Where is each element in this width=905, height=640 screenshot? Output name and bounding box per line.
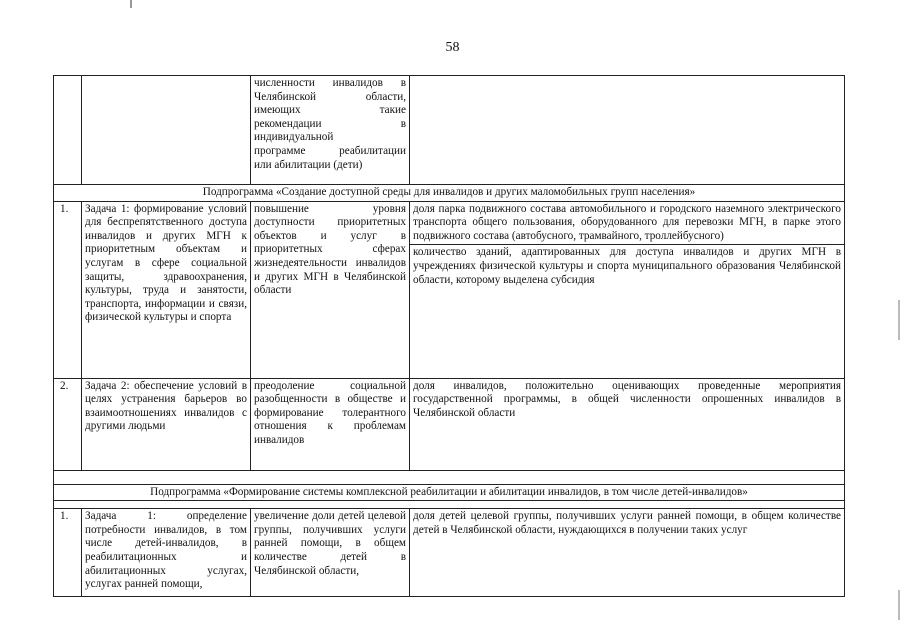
requirements-table — [53, 75, 845, 597]
indicator-cell — [410, 201, 845, 378]
scan-edge-mark — [898, 590, 900, 620]
indicator-text: количество зданий, адаптированных для доступа инвалидов и других МГН в учреждениях физической культуры и спорта муниципального образования Челябинской области, которому выделена субсидия — [413, 246, 841, 286]
scan-edge-mark — [898, 300, 900, 340]
result-text: повышение уровня доступности приоритетных объектов и услуг в приоритетных сферах жизнедеятельности инвалидов и других МГН в Челябинской области — [251, 201, 410, 378]
indicator-text: доля парка подвижного состава автомобильного и городского наземного электрического транспорта общего пользования, оборудованного для перевозки МГН, в парке этого подвижного состава (автобусного, трамвайного, троллейбусного) — [410, 202, 844, 246]
result-text: увеличение доли детей целевой группы, получивших услуги ранней помощи, в общем количестве детей в Челябинской области, — [251, 509, 410, 597]
result-text: преодоление социальной разобщенности в обществе и формирование толерантного отношения к проблемам инвалидов — [251, 378, 410, 470]
spacer-cell — [54, 501, 845, 509]
task-text: Задача 1: формирование условий для беспрепятственного доступа инвалидов и других МГН к приоритетным объектам и услугам в сфере социальной защиты, здравоохранения, культуры, труда и занятости, транспорта, информации и связи, физической культуры и спорта — [82, 201, 251, 378]
text-line: имеющих такие — [254, 104, 406, 117]
scan-mark — [130, 0, 132, 8]
row-number: 1. — [54, 201, 82, 378]
subprogram-row — [54, 185, 845, 202]
subprogram-title: Подпрограмма «Создание доступной среды для инвалидов и других маломобильных групп населения» — [54, 185, 845, 202]
indicator-text: доля детей целевой группы, получивших услуги ранней помощи, в общем количестве детей в Челябинской области, нуждающихся в получении таких услуг — [410, 509, 845, 597]
spacer-row — [54, 470, 845, 484]
table-row — [54, 201, 845, 378]
table-row — [54, 509, 845, 597]
spacer-row — [54, 501, 845, 509]
spacer-cell — [54, 470, 845, 484]
text-line: рекомендации в — [254, 117, 406, 130]
row-number: 1. — [54, 509, 82, 597]
cell-indicator — [410, 76, 845, 185]
indicator-text: доля инвалидов, положительно оценивающих проведенные мероприятия государственной программы, в общей численности опрошенных инвалидов в Челябинской области — [410, 378, 845, 470]
task-text: Задача 1: определение потребности инвалидов, в том числе детей-инвалидов, в реабилитационных и абилитационных услугах, услугах ранней помощи, — [82, 509, 251, 597]
text-line: индивидуальной — [254, 131, 334, 144]
row-number: 2. — [54, 378, 82, 470]
table-row — [54, 378, 845, 470]
cell-num — [54, 76, 82, 185]
text-line: численности инвалидов в — [254, 77, 406, 89]
cell-task — [82, 76, 251, 185]
cell-result — [251, 76, 410, 185]
text-line: Челябинской области, — [254, 90, 406, 103]
page-number: 58 — [445, 40, 460, 55]
subprogram-title: Подпрограмма «Формирование системы комплексной реабилитации и абилитации инвалидов, в том числе детей-инвалидов» — [54, 484, 845, 501]
table-row — [54, 76, 845, 185]
task-text: Задача 2: обеспечение условий в целях устранения барьеров во взаимоотношениях инвалидов с другими людьми — [82, 378, 251, 470]
text-line: или абилитации (дети) — [254, 158, 363, 171]
subprogram-row — [54, 484, 845, 501]
text-line: программе реабилитации — [254, 144, 406, 157]
